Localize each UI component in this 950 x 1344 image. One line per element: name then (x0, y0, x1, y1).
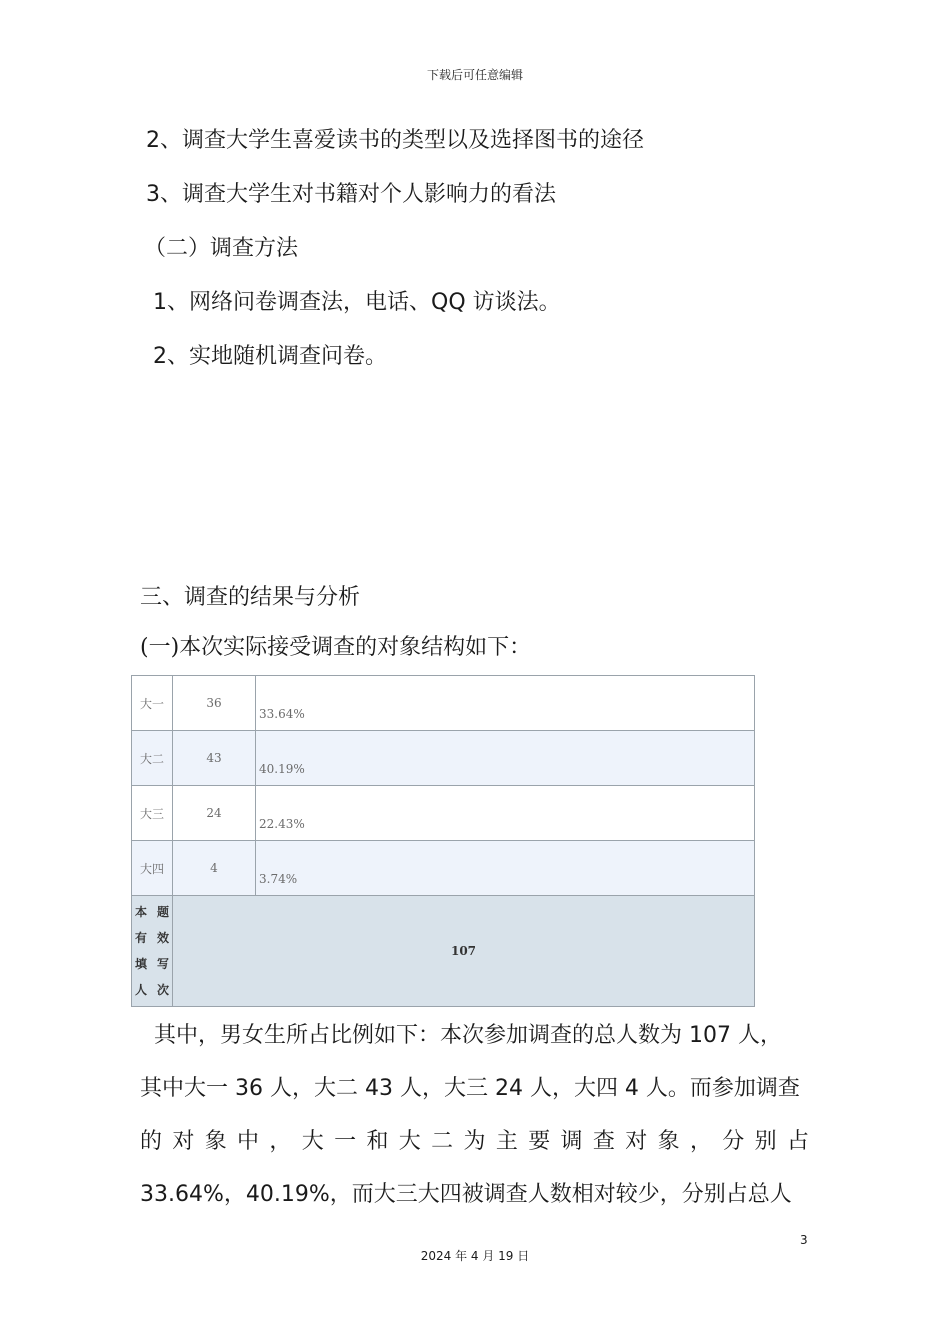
total-label-line: 有 效 (135, 931, 169, 945)
table-row (132, 786, 755, 841)
respondent-structure-table (131, 675, 755, 1007)
objective-line-2: 2、调查大学生喜爱读书的类型以及选择图书的途径 (146, 128, 644, 153)
total-label (132, 896, 173, 1007)
total-label-line: 填 写 (135, 957, 169, 971)
paragraph-line: 其中，男女生所占比例如下：本次参加调查的总人数为 107 人， (154, 1023, 782, 1048)
method-heading: （二）调查方法 (144, 236, 299, 261)
total-value: 107 (173, 896, 755, 1007)
paragraph-line: 的对象中，大一和大二为主要调查对象，分别占 (140, 1129, 809, 1154)
subsection-title: (一)本次实际接受调查的对象结构如下： (140, 635, 532, 660)
method-line-1: 1、网络问卷调查法，电话、QQ 访谈法。 (153, 290, 561, 315)
paragraph-line: 其中大一 36 人，大二 43 人，大三 24 人，大四 4 人。而参加调查 (140, 1076, 800, 1101)
grade-percent: 3.74% (256, 841, 755, 896)
grade-label: 大二 (132, 731, 173, 786)
grade-percent: 33.64% (256, 676, 755, 731)
table-row (132, 731, 755, 786)
grade-count: 24 (173, 786, 256, 841)
total-label-line: 本 题 (135, 905, 169, 919)
footer-date: 2024 年 4 月 19 日 (420, 1249, 530, 1263)
objective-line-3: 3、调查大学生对书籍对个人影响力的看法 (146, 182, 556, 207)
method-line-2: 2、实地随机调查问卷。 (153, 344, 387, 369)
analysis-paragraph (140, 1009, 809, 1221)
paragraph-line: 33.64%，40.19%，而大三大四被调查人数相对较少，分别占总人 (140, 1182, 792, 1207)
total-label-line: 人次 (135, 983, 169, 997)
section-title: 三、调查的结果与分析 (140, 585, 361, 610)
table-total-row (132, 896, 755, 1007)
grade-count: 36 (173, 676, 256, 731)
grade-count: 4 (173, 841, 256, 896)
grade-percent: 40.19% (256, 731, 755, 786)
grade-count: 43 (173, 731, 256, 786)
grade-label: 大一 (132, 676, 173, 731)
grade-label: 大三 (132, 786, 173, 841)
page-header: 下载后可任意编辑 (426, 68, 523, 82)
grade-label: 大四 (132, 841, 173, 896)
table-row (132, 676, 755, 731)
table-row (132, 841, 755, 896)
grade-percent: 22.43% (256, 786, 755, 841)
page-number: 3 (800, 1233, 808, 1247)
